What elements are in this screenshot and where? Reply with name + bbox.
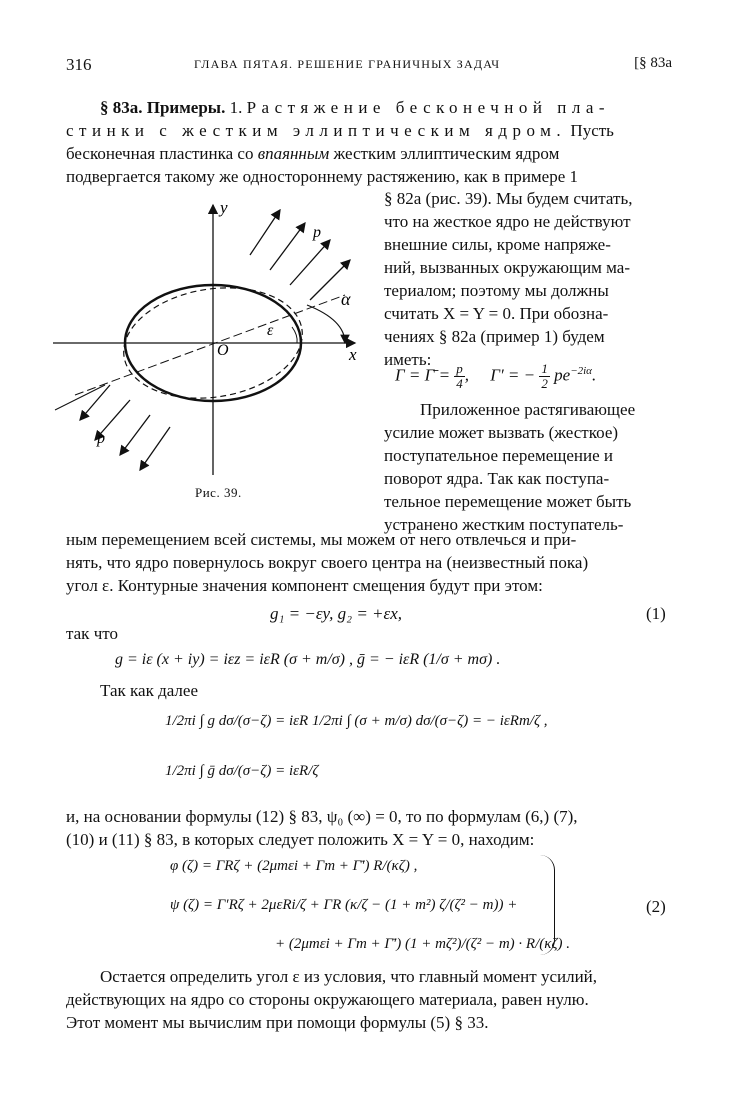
eps-arc	[292, 327, 297, 343]
paragraph-line: иметь:	[384, 350, 432, 369]
equation-number: (1)	[646, 604, 666, 623]
paragraph-line: § 83а. Примеры. 1. Растяжение бесконечной пла-	[100, 98, 611, 117]
paragraph-line: подвергается такому же одностороннему растяжению, как в примере 1	[66, 167, 579, 186]
equation-gamma: Γ = Γ̄ = $\frac{p}{4}$ , Γ′ = − $\frac{1}{2}$ $pe^{-2i\alpha}$.	[395, 361, 597, 391]
label-x: x	[349, 345, 357, 364]
paragraph-line: Приложенное растягивающее	[420, 400, 636, 419]
label-eps: ε	[267, 322, 274, 339]
paragraph-line: так что	[66, 624, 118, 643]
paragraph-line: Так как далее	[100, 681, 198, 700]
paragraph-line: стинки с жестким эллиптическим ядром. Пусть	[66, 121, 614, 140]
paragraph-line: нять, что ядро повернулось вокруг своего центра на (неизвестный пока)	[66, 553, 589, 572]
force-arrow	[270, 223, 305, 270]
paragraph-line: устранено жестким поступатель-	[384, 515, 624, 534]
label-origin: O	[217, 342, 229, 359]
angle-arc	[307, 305, 345, 343]
paragraph-line: чениях § 82а (пример 1) будем	[384, 327, 605, 346]
force-arrow	[140, 427, 170, 470]
paragraph-line: считать X = Y = 0. При обозна-	[384, 304, 609, 323]
paragraph-line: ным перемещением всей системы, мы можем от него отвлечься и при-	[66, 530, 577, 549]
equation-phi: φ (ζ) = ΓRζ + (2μmεi + Γm + Γ̄′) R/(κζ) ,	[170, 858, 418, 874]
paragraph-line: (10) и (11) § 83, в которых следует положить X = Y = 0, находим:	[66, 830, 535, 849]
paragraph-line: поворот ядра. Так как поступа-	[384, 469, 610, 488]
paragraph-line: действующих на ядро со стороны окружающего материала, равен нулю.	[66, 990, 589, 1009]
section-ref: [§ 83а	[634, 55, 672, 71]
paragraph-line: поступательное перемещение и	[384, 446, 614, 465]
diagonal-line	[55, 385, 105, 410]
paragraph-line: Остается определить угол ε из условия, что главный момент усилий,	[100, 967, 598, 986]
equation-number: (2)	[646, 897, 666, 916]
equation-psi-continued: + (2μmεi + Γm + Γ̄′) (1 + mζ²)/(ζ² − m) · R/(κζ) .	[275, 936, 571, 952]
paragraph-line: внешние силы, кроме напряже-	[384, 235, 611, 254]
chapter-title: ГЛАВА ПЯТАЯ. РЕШЕНИЕ ГРАНИЧНЫХ ЗАДАЧ	[194, 57, 501, 71]
label-alpha: α	[341, 289, 351, 309]
figure-caption: Рис. 39.	[195, 485, 242, 500]
label-p-bottom: p	[97, 430, 105, 447]
paragraph-line: усилие может вызвать (жесткое)	[384, 423, 619, 442]
label-y: y	[220, 198, 228, 217]
equation-integral-1: 1/2πi ∫ g dσ/(σ−ζ) = iεR 1/2πi ∫ (σ + m/σ) dσ/(σ−ζ) = − iεRm/ζ ,	[165, 713, 548, 729]
paragraph-line: ний, вызванных окружающим ма-	[384, 258, 631, 277]
label-p-top: p	[313, 224, 321, 241]
force-arrow	[120, 415, 150, 455]
paragraph-line: Этот момент мы вычислим при помощи формулы (5) § 33.	[66, 1013, 489, 1032]
paragraph-line: § 82а (рис. 39). Мы будем считать,	[384, 189, 633, 208]
equation-brace	[540, 855, 555, 955]
paragraph-line: и, на основании формулы (12) § 83, ψ₀ (∞) = 0, то по формулам (6,) (7),	[66, 807, 578, 826]
equation-psi: ψ (ζ) = Γ′Rζ + 2μεRi/ζ + ΓR (κ/ζ − (1 + m²) ζ/(ζ² − m)) +	[170, 897, 518, 913]
paragraph-line: угол ε. Контурные значения компонент смещения будут при этом:	[66, 576, 543, 595]
paragraph-line: бесконечная пластинка со впаянным жестким эллиптическим ядром	[66, 144, 560, 163]
page-number: 316	[66, 55, 92, 74]
page-header	[66, 55, 672, 79]
diagonal-line	[75, 295, 345, 395]
paragraph-line: териалом; поэтому мы должны	[384, 281, 609, 300]
force-arrow	[250, 210, 280, 255]
section-heading: § 83а. Примеры.	[100, 98, 226, 117]
equation-integral-2: 1/2πi ∫ ḡ dσ/(σ−ζ) = iεR/ζ	[165, 763, 319, 779]
equation-g: g = iε (x + iy) = iεz = iεR (σ + m/σ) , ḡ = − iεR (1/σ + mσ) .	[115, 651, 501, 668]
figure-ellipse-diagram	[45, 195, 375, 480]
equation-1: g₁ = −εy, g₂ = +εx,	[270, 604, 403, 623]
paragraph-line: что на жесткое ядро не действуют	[384, 212, 631, 231]
paragraph-line: тельное перемещение может быть	[384, 492, 632, 511]
force-arrow	[290, 240, 330, 285]
